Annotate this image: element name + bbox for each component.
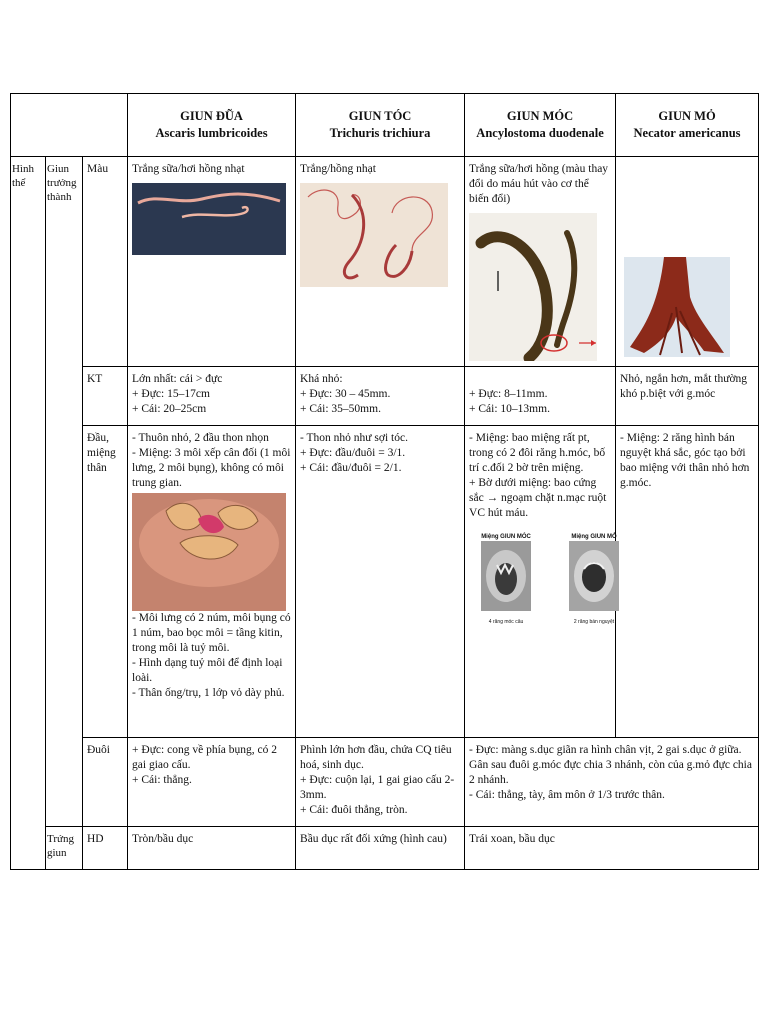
necator-head-photo [624,257,730,357]
mau-necator [616,157,759,367]
mau-trichuris-text: Trắng/hồng nhạt [300,163,376,175]
kt-ascaris-line: Lớn nhất: cái > đực [132,373,223,385]
duoi-trichuris [296,738,465,827]
mau-trichuris [296,157,465,367]
mau-ascaris [128,157,296,367]
row-trung-giun [11,827,759,870]
header-empty [11,94,128,157]
ascaris-name: GIUN ĐŨA [180,109,243,123]
dau-ancylostoma [465,426,616,738]
dau-ascaris-line: - Thuôn nhỏ, 2 đầu thon nhọn [132,432,269,444]
row-dau-mieng-than [11,426,759,738]
kt-ancylostoma-line: + Cái: 10–13mm. [469,403,550,415]
ascaris-lips-photo [132,493,286,611]
dau-ascaris-line: - Thân ống/trụ, 1 lớp vỏ dày phủ. [132,687,285,699]
label-hd: HD [83,827,128,870]
mau-ascaris-text: Trắng sữa/hơi hồng nhạt [132,163,245,175]
kt-trichuris [296,367,465,426]
header-trichuris [296,94,465,157]
dau-trichuris-line: + Cái: đầu/đuôi = 2/1. [300,462,402,474]
label-giun-truong-thanh: Giun trưởng thành [46,157,83,827]
ancylostoma-mouth-figure [475,533,537,626]
duoi-ascaris [128,738,296,827]
ancylostoma-worm-photo [469,213,597,361]
trichuris-worm-photo [300,183,448,287]
dau-ascaris-line: - Môi lưng có 2 núm, môi bụng có 1 núm, bao bọc môi = tầng kitin, trong môi là tuỷ môi. [132,612,291,654]
dau-ancylostoma-line: - Miệng: bao miệng rất pt, trong có 2 đôi răng h.móc, bố trí c.đối 2 bờ trên miệng. [469,432,606,474]
necator-sci: Necator americanus [633,126,741,140]
trichuris-sci: Trichuris trichiura [329,126,431,140]
row-mau [11,157,759,367]
mouth-comparison-figure [475,533,625,626]
dau-ancylostoma-line: + Bờ dưới miệng: bao cứng sắc → ngoạm chặt n.mạc ruột VC hút máu. [469,477,607,519]
kt-necator: Nhỏ, ngắn hơn, mắt thường khó p.biệt với g.móc [616,367,759,426]
ascaris-sci: Ascaris lumbricoides [155,126,268,140]
label-kt: KT [83,367,128,426]
kt-ascaris [128,367,296,426]
header-ancylostoma [465,94,616,157]
figure-right-title: Miệng GIUN MỎ [571,534,617,540]
trichuris-name: GIUN TÓC [348,109,412,123]
ancylostoma-name: GIUN MÓC [506,109,574,123]
kt-ascaris-line: + Cái: 20–25cm [132,403,207,415]
duoi-ascaris-line: + Cái: thẳng. [132,774,192,786]
mau-ancylostoma [465,157,616,367]
kt-ascaris-line: + Đực: 15–17cm [132,388,210,400]
duoi-trichuris-line: + Cái: đuôi thẳng, tròn. [300,804,408,816]
row-kt [11,367,759,426]
duoi-trichuris-line: + Đực: cuộn lại, 1 gai giao cấu 2-3mm. [300,774,455,801]
duoi-hookworms [465,738,759,827]
kt-trichuris-line: + Đực: 30 – 45mm. [300,388,391,400]
ancylostoma-mouth-sem [481,541,531,611]
duoi-hookworms-line: - Cái: thẳng, tày, âm môn ở 1/3 trước thân. [469,789,665,801]
hd-trichuris: Bầu dục rất đối xứng (hình cau) [296,827,465,870]
figure-right-caption: 2 răng bán nguyệt [573,619,615,625]
dau-ascaris-line: - Miệng: 3 môi xếp cân đối (1 môi lưng, 2 môi bụng), không có môi trung gian. [132,447,291,489]
necator-mouth-sem [569,541,619,611]
kt-trichuris-line: + Cái: 35–50mm. [300,403,381,415]
kt-ancylostoma [465,367,616,426]
dau-trichuris-line: + Đực: đầu/đuôi = 3/1. [300,447,406,459]
dau-trichuris-line: - Thon nhỏ như sợi tóc. [300,432,408,444]
ancylostoma-sci: Ancylostoma duodenale [476,126,604,140]
figure-left-title: Miệng GIUN MÓC [481,534,531,540]
ascaris-worm-photo [132,183,286,255]
mau-ancylostoma-text: Trắng sữa/hơi hồng (màu thay đổi do máu hút vào cơ thể biến đổi) [469,163,609,205]
label-trung-giun: Trứng giun [46,827,83,870]
hd-ascaris: Tròn/bầu dục [128,827,296,870]
label-duoi: Đuôi [83,738,128,827]
dau-trichuris [296,426,465,738]
row-duoi [11,738,759,827]
dau-necator: - Miệng: 2 răng hình bán nguyệt khá sắc, góc tạo bởi bao miệng với thân nhỏ hơn g.móc. [616,426,759,738]
necator-mouth-figure [563,533,625,626]
duoi-trichuris-line: Phình lớn hơn đầu, chứa CQ tiêu hoá, sinh dục. [300,744,452,771]
dau-ascaris-line: - Hình dạng tuỷ môi để định loại loài. [132,657,283,684]
necator-name: GIUN MỎ [658,109,716,123]
header-necator [616,94,759,157]
label-mau: Màu [83,157,128,367]
header-ascaris [128,94,296,157]
hd-hookworms: Trái xoan, bầu dục [465,827,759,870]
label-dau-mieng-than: Đầu, miệng thân [83,426,128,738]
dau-ascaris [128,426,296,738]
duoi-hookworms-line: - Đực: màng s.dục giãn ra hình chân vịt, 2 gai s.dục ở giữa. Gân sau đuôi g.móc đực chia 3 nhánh, còn của g.mỏ đực chia 2 nhánh. [469,744,752,786]
label-hinh-the: Hình thể [11,157,46,870]
comparison-table [10,93,759,870]
kt-ancylostoma-line: + Đực: 8–11mm. [469,388,548,400]
figure-left-caption: 4 răng móc câu [488,619,524,625]
duoi-ascaris-line: + Đực: cong về phía bụng, có 2 gai giao cấu. [132,744,277,771]
header-row [11,94,759,157]
kt-trichuris-line: Khá nhỏ: [300,373,343,385]
